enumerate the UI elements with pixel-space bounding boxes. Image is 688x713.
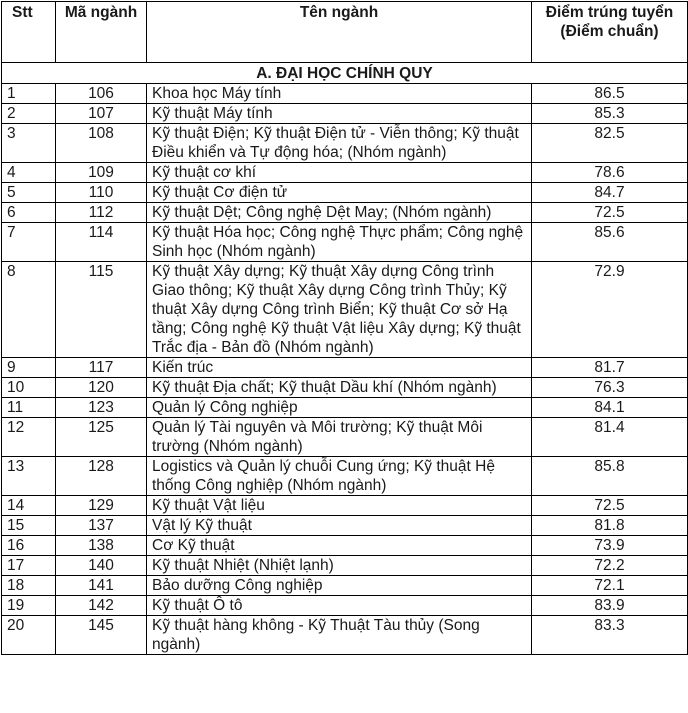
table-row [2, 223, 688, 262]
row-ten-nganh: Logistics và Quản lý chuỗi Cung ứng; Kỹ thuật Hệ thống Công nghiệp (Nhóm ngành) [147, 457, 532, 496]
row-ma-nganh: 128 [56, 457, 147, 496]
row-stt: 7 [2, 223, 56, 262]
row-ma-nganh: 120 [56, 378, 147, 398]
row-stt: 16 [2, 536, 56, 556]
row-ten-nganh: Kỹ thuật Máy tính [147, 104, 532, 124]
row-stt: 8 [2, 262, 56, 358]
table-row [2, 457, 688, 496]
row-diem-chuan: 85.6 [532, 223, 688, 262]
row-stt: 5 [2, 183, 56, 203]
header-ma-nganh: Mã ngành [56, 2, 147, 63]
row-stt: 2 [2, 104, 56, 124]
table-row [2, 556, 688, 576]
row-diem-chuan: 84.1 [532, 398, 688, 418]
row-diem-chuan: 83.3 [532, 616, 688, 655]
row-diem-chuan: 83.9 [532, 596, 688, 616]
row-ten-nganh: Kỹ thuật Ô tô [147, 596, 532, 616]
table-row [2, 398, 688, 418]
row-diem-chuan: 72.9 [532, 262, 688, 358]
row-ma-nganh: 138 [56, 536, 147, 556]
row-ma-nganh: 107 [56, 104, 147, 124]
row-ten-nganh: Cơ Kỹ thuật [147, 536, 532, 556]
row-diem-chuan: 86.5 [532, 84, 688, 104]
row-stt: 18 [2, 576, 56, 596]
header-ten-nganh: Tên ngành [147, 2, 532, 63]
row-ma-nganh: 141 [56, 576, 147, 596]
table-row [2, 124, 688, 163]
section-title: A. ĐẠI HỌC CHÍNH QUY [2, 63, 688, 84]
section-row [2, 63, 688, 84]
row-stt: 13 [2, 457, 56, 496]
row-stt: 3 [2, 124, 56, 163]
row-ten-nganh: Quản lý Tài nguyên và Môi trường; Kỹ thuật Môi trường (Nhóm ngành) [147, 418, 532, 457]
table-header-row [2, 2, 688, 63]
row-ten-nganh: Kỹ thuật cơ khí [147, 163, 532, 183]
table-row [2, 596, 688, 616]
row-ten-nganh: Khoa học Máy tính [147, 84, 532, 104]
table-row [2, 576, 688, 596]
row-diem-chuan: 72.1 [532, 576, 688, 596]
row-ten-nganh: Kỹ thuật Nhiệt (Nhiệt lạnh) [147, 556, 532, 576]
row-ten-nganh: Bảo dưỡng Công nghiệp [147, 576, 532, 596]
row-ma-nganh: 137 [56, 516, 147, 536]
row-ma-nganh: 106 [56, 84, 147, 104]
row-ma-nganh: 117 [56, 358, 147, 378]
row-ten-nganh: Kỹ thuật Địa chất; Kỹ thuật Dầu khí (Nhóm ngành) [147, 378, 532, 398]
table-row [2, 203, 688, 223]
row-ten-nganh: Kiến trúc [147, 358, 532, 378]
header-stt: Stt [2, 2, 56, 63]
row-ten-nganh: Kỹ thuật Dệt; Công nghệ Dệt May; (Nhóm ngành) [147, 203, 532, 223]
row-ma-nganh: 125 [56, 418, 147, 457]
row-ten-nganh: Kỹ thuật Cơ điện tử [147, 183, 532, 203]
row-stt: 6 [2, 203, 56, 223]
row-stt: 10 [2, 378, 56, 398]
header-diem-chuan: Điểm trúng tuyển (Điểm chuẩn) [532, 2, 688, 63]
row-diem-chuan: 82.5 [532, 124, 688, 163]
table-continuation [0, 655, 688, 661]
row-ten-nganh: Kỹ thuật Điện; Kỹ thuật Điện tử - Viễn thông; Kỹ thuật Điều khiển và Tự động hóa; (Nhóm ngành) [147, 124, 532, 163]
admission-score-table [1, 1, 688, 655]
table-row [2, 358, 688, 378]
table-row [2, 183, 688, 203]
row-ma-nganh: 109 [56, 163, 147, 183]
row-ten-nganh: Vật lý Kỹ thuật [147, 516, 532, 536]
row-stt: 20 [2, 616, 56, 655]
table-row [2, 418, 688, 457]
row-diem-chuan: 85.8 [532, 457, 688, 496]
row-diem-chuan: 85.3 [532, 104, 688, 124]
row-diem-chuan: 78.6 [532, 163, 688, 183]
row-stt: 1 [2, 84, 56, 104]
row-diem-chuan: 81.8 [532, 516, 688, 536]
table-row [2, 104, 688, 124]
row-ten-nganh: Kỹ thuật Vật liệu [147, 496, 532, 516]
row-ma-nganh: 140 [56, 556, 147, 576]
table-row [2, 84, 688, 104]
row-diem-chuan: 72.2 [532, 556, 688, 576]
table-row [2, 262, 688, 358]
row-stt: 14 [2, 496, 56, 516]
table-row [2, 516, 688, 536]
row-ma-nganh: 123 [56, 398, 147, 418]
table-row [2, 496, 688, 516]
row-diem-chuan: 81.4 [532, 418, 688, 457]
row-stt: 11 [2, 398, 56, 418]
row-stt: 15 [2, 516, 56, 536]
row-diem-chuan: 73.9 [532, 536, 688, 556]
row-ma-nganh: 129 [56, 496, 147, 516]
row-diem-chuan: 72.5 [532, 203, 688, 223]
row-ma-nganh: 112 [56, 203, 147, 223]
row-ma-nganh: 145 [56, 616, 147, 655]
row-ma-nganh: 142 [56, 596, 147, 616]
row-ten-nganh: Kỹ thuật Hóa học; Công nghệ Thực phẩm; Công nghệ Sinh học (Nhóm ngành) [147, 223, 532, 262]
row-stt: 19 [2, 596, 56, 616]
row-stt: 9 [2, 358, 56, 378]
row-stt: 17 [2, 556, 56, 576]
row-stt: 12 [2, 418, 56, 457]
table-row [2, 616, 688, 655]
row-diem-chuan: 76.3 [532, 378, 688, 398]
row-ma-nganh: 110 [56, 183, 147, 203]
row-ma-nganh: 114 [56, 223, 147, 262]
row-ma-nganh: 108 [56, 124, 147, 163]
row-ten-nganh: Kỹ thuật hàng không - Kỹ Thuật Tàu thủy (Song ngành) [147, 616, 532, 655]
row-stt: 4 [2, 163, 56, 183]
row-ten-nganh: Quản lý Công nghiệp [147, 398, 532, 418]
row-diem-chuan: 84.7 [532, 183, 688, 203]
row-ma-nganh: 115 [56, 262, 147, 358]
table-row [2, 163, 688, 183]
table-row [2, 536, 688, 556]
row-diem-chuan: 72.5 [532, 496, 688, 516]
table-row [2, 378, 688, 398]
row-ten-nganh: Kỹ thuật Xây dựng; Kỹ thuật Xây dựng Công trình Giao thông; Kỹ thuật Xây dựng Công trình Thủy; Kỹ thuật Xây dựng Công trình Biển; Kỹ thuật Cơ sở Hạ tầng; Công nghệ Kỹ thuật Vật liệu Xây dựng; Kỹ thuật Trắc địa - Bản đồ (Nhóm ngành) [147, 262, 532, 358]
row-diem-chuan: 81.7 [532, 358, 688, 378]
